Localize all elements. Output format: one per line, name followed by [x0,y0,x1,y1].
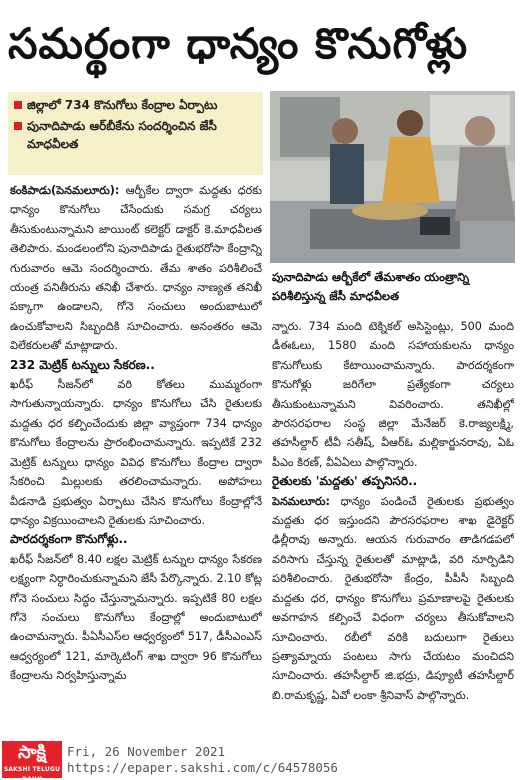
logo-wordmark: సాక్షి [18,742,46,763]
highlight-item [14,96,257,114]
publication-date: Fri, 26 November 2021 [67,744,226,759]
subheading: రైతులకు 'మద్దతు' తప్పనిసరి.. [272,474,418,489]
headline: సమర్థంగా ధాన్యం కొనుగోళ్లు [8,19,469,68]
paragraph [10,181,262,356]
photo-caption: పునాదిపాడు ఆర్బీకేలో తేమశాతం యంత్రాన్ని పరిశీలిస్తున్న జేసీ మాధవీలత [272,270,470,303]
bullet-square-icon [14,101,22,109]
paragraph-text: ఆర్బీకేల ద్వారా మద్దతు ధరకు ధాన్యం కొనుగోలు చేసేందుకు సమగ్ర చర్యలు తీసుకుంటున్నామని జాయింట్ కలెక్టర్ డాక్టర్ కె.మాధవీలత తెలిపారు. మండలంలోని పునాదిపాడు రైతుభరోసా కేంద్రాన్ని గురువారం ఆమె సందర్శించారు. తేమ శాతం పరిశీలించే యంత్ర పనితీరును తనిఖీ చేశారు. ధాన్యం నాణ్యత తనిఖీ పక్కాగా ఉండాలని, గోనె సంచులు అందుబాటులో ఉంచుకోవాలని సిబ్బందికి సూచించారు. అనంతరం ఆమె విలేకరులతో మాట్లాడారు. [10,184,262,353]
photo-illustration [270,91,515,263]
article-column-right [272,317,514,737]
logo-tagline: SAKSHI TELUGU DAILY [3,766,61,780]
highlight-text: పునాదిపాడు ఆర్‌బీకేను సందర్శించిన జేసీ మాధవీలత [27,119,217,151]
highlights-box [8,92,263,175]
article-column-left [10,181,262,729]
paragraph: ఖరీఫ్ సీజన్‌లో వరి కోతలు ముమ్మరంగా సాగుతున్నాయన్నారు. ధాన్యం కొనుగోలు చేసి రైతులకు మద్దతు ధర కల్పించేందుకు జిల్లా వ్యాప్తంగా 734 ధాన్యం కొనుగోలు కేంద్రాలను ప్రారంభించామన్నారు. ఇప్పటికే 232 మెట్రిక్ టన్నులు ధాన్యం వివిధ కొనుగోలు కేంద్రాల ద్వారా సేకరించి మిల్లులకు తరలించామన్నారు. అపోహలు వీడనాడి ప్రభుత్వం ఏర్పాటు చేసిన కొనుగోలు కేంద్రాల్లోనే ధాన్యం విక్రయించాలని రైతులకు సూచించారు. [10,378,262,527]
news-photo [270,91,515,263]
highlight-text: జిల్లాలో 734 కొనుగోలు కేంద్రాల ఏర్పాటు [27,98,218,112]
paragraph [272,492,514,705]
bullet-square-icon [14,122,22,130]
paragraph-text: ధాన్యం పండించే రైతులకు ప్రభుత్వం మద్దతు ధర ఇస్తుందని పౌరసరఫరాల శాఖ డైరెక్టర్ ఢిల్లీరావు అన్నారు. ఆయన గురువారం తాడిగడపలో వరిసాగు చేస్తున్న రైతులతో మాట్లాడి, వరి నూర్పిడిని పరిశీలించారు. రైతుభరోసా కేంద్రం, పీపీసీ సిబ్బంది మద్దతు ధర, ధాన్యం కొనుగోలు ప్రమాణాలపై రైతులకు అవగాహన కల్పించే విధంగా చర్యలు తీసుకోవాలని సూచించారు. రబీలో వరికి బదులుగా రైతులు ప్రత్యామ్నాయ పంటలు సాగు చేయటం మంచిదని సూచించారు. తహసీల్దార్ జి.భద్రు, డిప్యూటీ తహసీల్దార్ బి.రామకృష్ణ, ఏవో లంకా శ్రీనివాస్ పాల్గొన్నారు. [272,494,514,702]
dateline: పెనమలూరు: [272,494,331,508]
subheading: పారదర్శకంగా కొనుగోళ్లు.. [10,532,128,547]
paragraph: ఖరీఫ్ సీజన్‌లో 8.40 లక్షల మెట్రిక్ టన్నుల ధాన్యం సేకరణ లక్ష్యంగా నిర్ధారించుకున్నామని జేసీ పేర్కొన్నారు. 2.10 కోట్ల గోనె సంచులు సిద్ధం చేస్తున్నామన్నారు. ఇప్పటికే 80 లక్షల గోనె సంచులు కొనుగోలు కేంద్రాల్లో అందుబాటులో ఉంచామన్నారు. పీఏసీఎస్‌ల ఆధ్వర్యంలో 517, డీసీఎంఎస్ ఆధ్వర్యంలో 121, మార్కెటింగ్ శాఖ ద్వారా 96 కొనుగోలు కేంద్రాలను నిర్వహిస్తున్నామ [10,552,262,683]
highlight-item [14,117,257,153]
source-url[interactable]: https://epaper.sakshi.com/c/64578056 [67,760,338,775]
sakshi-logo [2,741,62,778]
subheading: 232 మెట్రిక్ టన్నులు సేకరణ.. [10,357,155,372]
dateline: కంకిపాడు(పెనమలూరు): [10,184,120,197]
paragraph: న్నారు. 734 మంది టెక్నికల్ అసిస్టెంట్లు, 500 మంది డీఈఓలు, 1580 మంది సహాయకులను ధాన్యం కొనుగోలుకు కేటాయించామన్నారు. పారదర్శకంగా కొనుగోళ్లు జరిగేలా ప్రత్యేకంగా చర్యలు తీసుకుంటున్నామని వివరించారు. తనిఖీల్లో పౌరసరఫరాల సంస్థ జిల్లా మేనేజర్ కె.రాజ్యలక్ష్మి, తహసీల్దార్ టీవీ సతీష్, వీఆర్ఓ మల్లికార్జునరావు, ఏఓ పీఎం కిరణ్, వీఏఏలు పాల్గొన్నారు. [272,320,514,469]
